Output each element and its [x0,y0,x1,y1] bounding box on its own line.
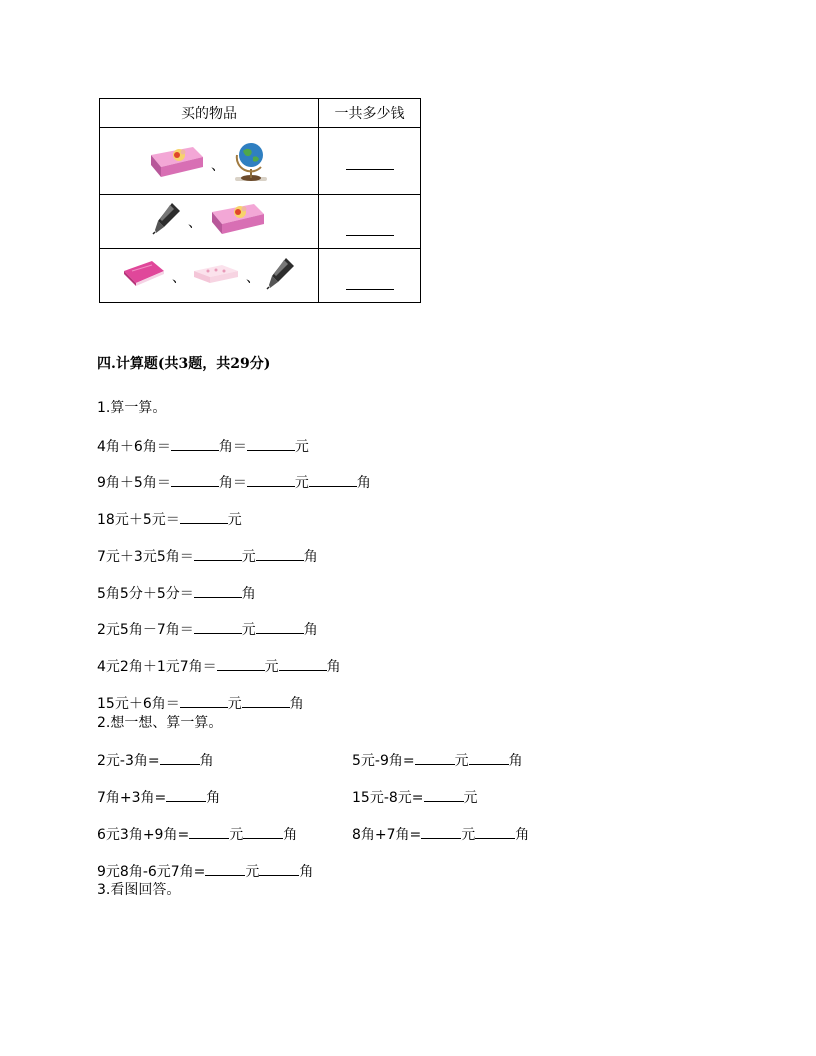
calc-line: 15元-8元= 元 [352,787,478,807]
pen-icon [266,256,296,290]
answer-blank[interactable] [279,656,327,671]
question-label: 2.想一想、算一算。 [97,715,223,731]
table-header-items: 买的物品 [100,99,319,128]
answer-blank[interactable] [160,750,200,765]
separator: 、 [211,158,225,174]
answer-blank[interactable] [189,824,229,839]
pencil-case-icon [208,200,266,236]
answer-blank[interactable] [242,693,290,708]
calc-line: 9角＋5角＝ 角＝ 元 角 [97,472,371,492]
separator: 、 [172,269,186,286]
table-row [100,195,421,249]
answer-blank[interactable] [469,750,509,765]
calc-line: 7角+3角= 角 [97,787,220,807]
answer-blank[interactable] [421,824,461,839]
table-row [100,128,421,195]
answer-blank[interactable] [180,693,228,708]
pencil-case-icon [147,143,205,179]
answer-blank[interactable] [217,656,265,671]
answer-blank[interactable] [171,436,219,451]
question-label: 3.看图回答。 [97,882,181,898]
calc-line: 4元2角＋1元7角＝ 元 角 [97,656,341,676]
answer-blank[interactable] [243,824,283,839]
answer-blank[interactable] [247,436,295,451]
answer-blank[interactable] [194,619,242,634]
table-row [100,249,421,303]
answer-blank[interactable] [259,861,299,876]
calc-line: 9元8角-6元7角= 元 角 [97,861,313,881]
answer-blank[interactable] [424,787,464,802]
calc-line: 2元-3角= 角 [97,750,214,770]
answer-blank[interactable] [475,824,515,839]
answer-blank[interactable] [205,861,245,876]
purchase-table [99,98,421,303]
calc-line: 8角+7角= 元 角 [352,824,529,844]
separator: 、 [246,269,260,286]
items-cell [100,195,319,249]
calc-line: 6元3角+9角= 元 角 [97,824,297,844]
answer-blank[interactable] [415,750,455,765]
notebook-icon [122,259,166,287]
answer-blank[interactable] [256,546,304,561]
calc-line: 5角5分＋5分＝ 角 [97,583,256,603]
answer-blank[interactable] [346,275,394,290]
calc-line: 18元＋5元＝ 元 [97,509,242,529]
eraser-icon [192,261,240,285]
answer-cell[interactable] [319,128,421,195]
answer-blank[interactable] [194,583,242,598]
calc-line: 7元＋3元5角＝ 元 角 [97,546,318,566]
separator: 、 [188,214,202,231]
pen-icon [152,201,182,235]
answer-cell[interactable] [319,249,421,303]
calc-line: 15元＋6角＝ 元 角 [97,693,304,713]
answer-blank[interactable] [309,472,357,487]
table-header-total: 一共多少钱 [319,99,421,128]
answer-cell[interactable] [319,195,421,249]
items-cell [100,128,319,195]
items-cell [100,249,319,303]
answer-blank[interactable] [346,221,394,236]
answer-blank[interactable] [166,787,206,802]
answer-blank[interactable] [180,509,228,524]
answer-blank[interactable] [346,155,394,170]
calc-line: 4角＋6角＝ 角＝ 元 [97,436,309,456]
answer-blank[interactable] [171,472,219,487]
section-title: 四.计算题(共3题，共29分) [97,356,271,372]
answer-blank[interactable] [256,619,304,634]
calc-line: 2元5角－7角＝ 元 角 [97,619,318,639]
answer-blank[interactable] [247,472,295,487]
calc-line: 5元-9角= 元 角 [352,750,523,770]
question-label: 1.算一算。 [97,400,167,416]
globe-icon [231,139,271,183]
answer-blank[interactable] [194,546,242,561]
